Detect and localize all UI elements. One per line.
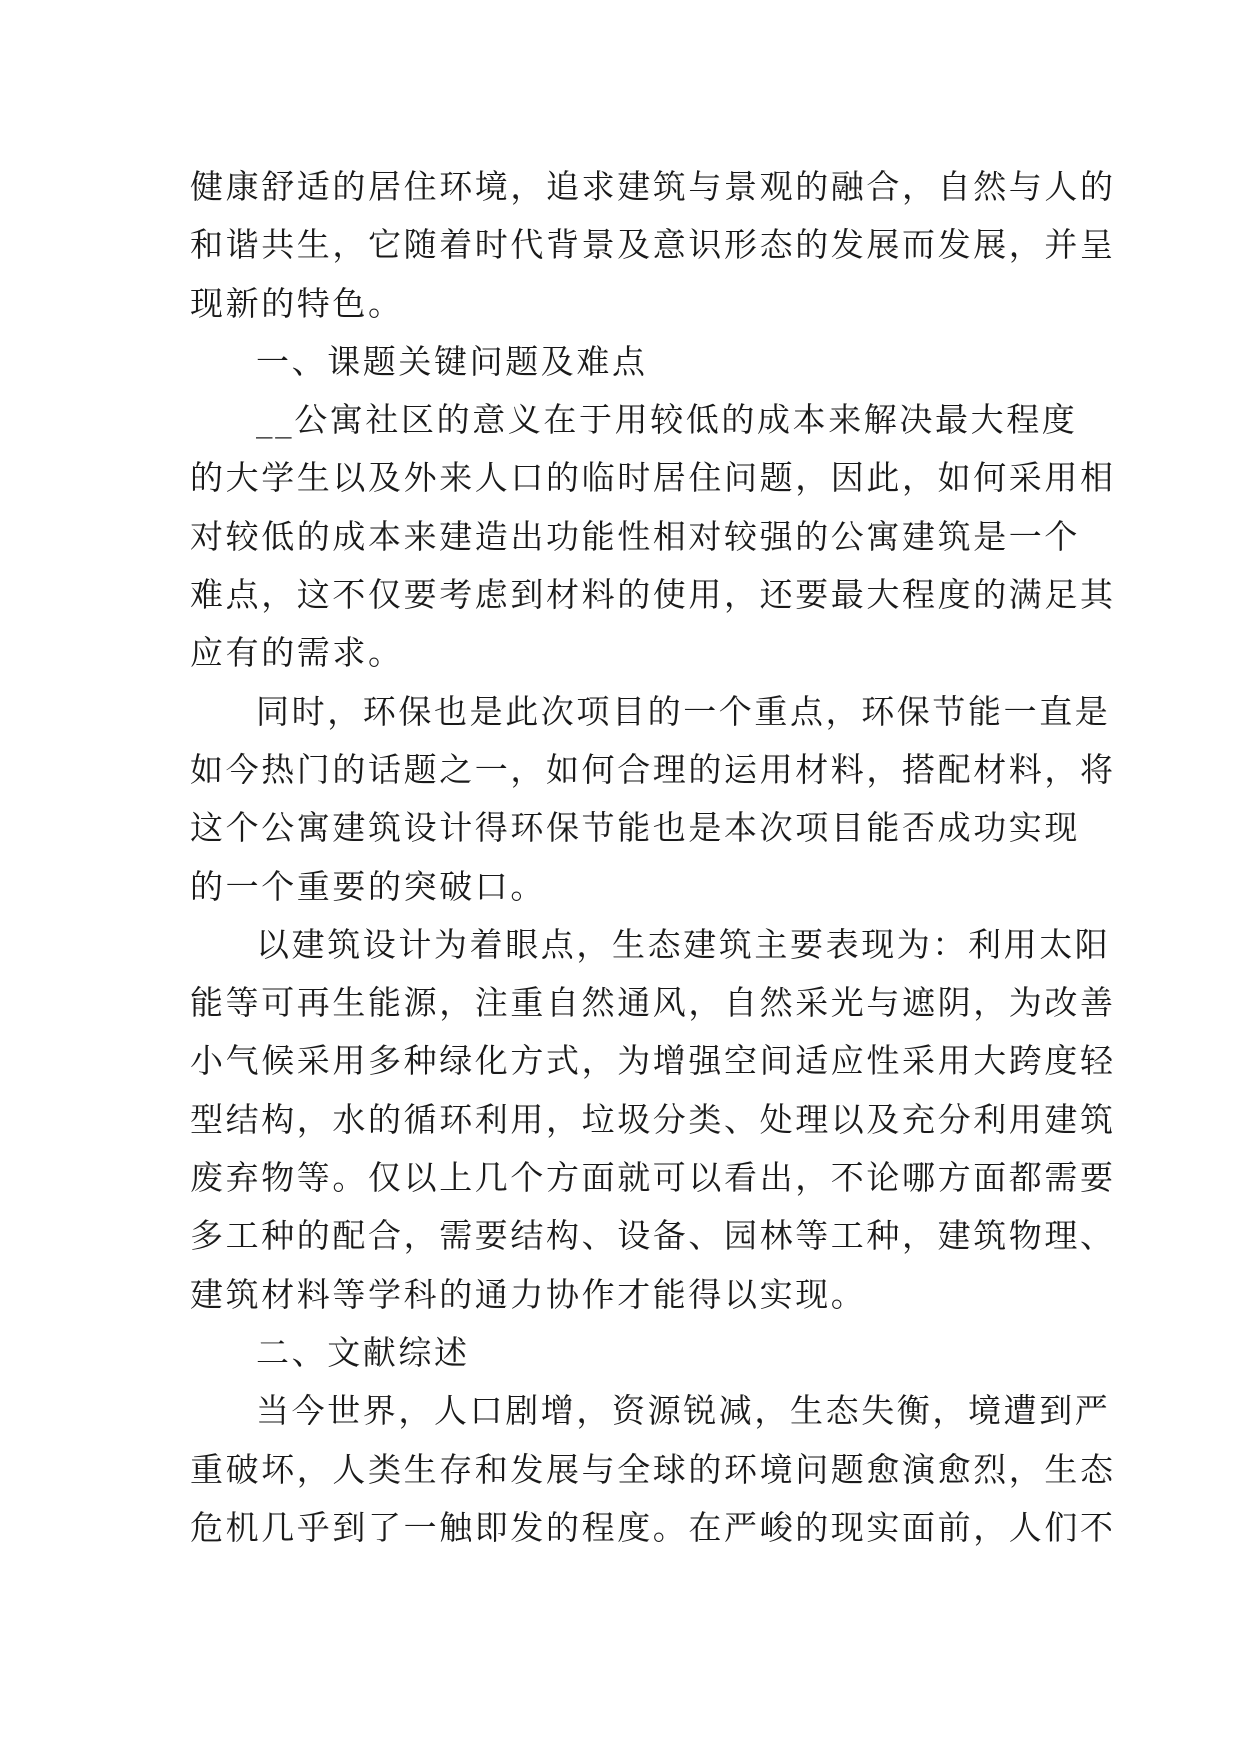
- text-line: 的一个重要的突破口。: [190, 866, 546, 906]
- body-text: [190, 158, 1116, 1557]
- paragraph-start-line: 一、课题关键问题及难点: [256, 341, 648, 381]
- text-line: 的大学生以及外来人口的临时居住问题，因此，如何采用相: [190, 458, 1116, 498]
- text-line: 健康舒适的居住环境，追求建筑与景观的融合，自然与人的: [190, 167, 1116, 206]
- paragraph-start-line: __公寓社区的意义在于用较低的成本来解决最大程度: [256, 400, 1078, 440]
- text-line: 对较低的成本来建造出功能性相对较强的公寓建筑是一个: [190, 516, 1080, 556]
- text-line: 重破坏，人类生存和发展与全球的环境问题愈演愈烈，生态: [190, 1449, 1116, 1489]
- paragraph-start-line: 同时，环保也是此次项目的一个重点，环保节能一直是: [256, 691, 1111, 731]
- text-line: 型结构，水的循环利用，垃圾分类、处理以及充分利用建筑: [190, 1099, 1116, 1139]
- text-line: 建筑材料等学科的通力协作才能得以实现。: [190, 1274, 867, 1314]
- paragraph-start-line: 当今世界，人口剧增，资源锐减，生态失衡，境遭到严: [256, 1391, 1111, 1431]
- text-line: 这个公寓建筑设计得环保节能也是本次项目能否成功实现: [190, 808, 1080, 848]
- text-line: 危机几乎到了一触即发的程度。在严峻的现实面前，人们不: [190, 1507, 1116, 1547]
- text-line: 难点，这不仅要考虑到材料的使用，还要最大程度的满足其: [190, 575, 1116, 615]
- text-line: 能等可再生能源，注重自然通风，自然采光与遮阴，为改善: [190, 983, 1116, 1023]
- text-line: 废弃物等。仅以上几个方面就可以看出，不论哪方面都需要: [190, 1158, 1116, 1198]
- text-line: 现新的特色。: [190, 283, 404, 323]
- text-line: 如今热门的话题之一，如何合理的运用材料，搭配材料，将: [190, 749, 1116, 789]
- paragraph-start-line: 二、文献综述: [256, 1332, 470, 1372]
- text-line: 应有的需求。: [190, 633, 404, 673]
- text-line: 小气候采用多种绿化方式，为增强空间适应性采用大跨度轻: [190, 1041, 1116, 1081]
- text-line: 多工种的配合，需要结构、设备、园林等工种，建筑物理、: [190, 1216, 1116, 1256]
- paragraph-start-line: 以建筑设计为着眼点，生态建筑主要表现为：利用太阳: [256, 924, 1111, 964]
- text-line: 和谐共生，它随着时代背景及意识形态的发展而发展，并呈: [190, 225, 1116, 265]
